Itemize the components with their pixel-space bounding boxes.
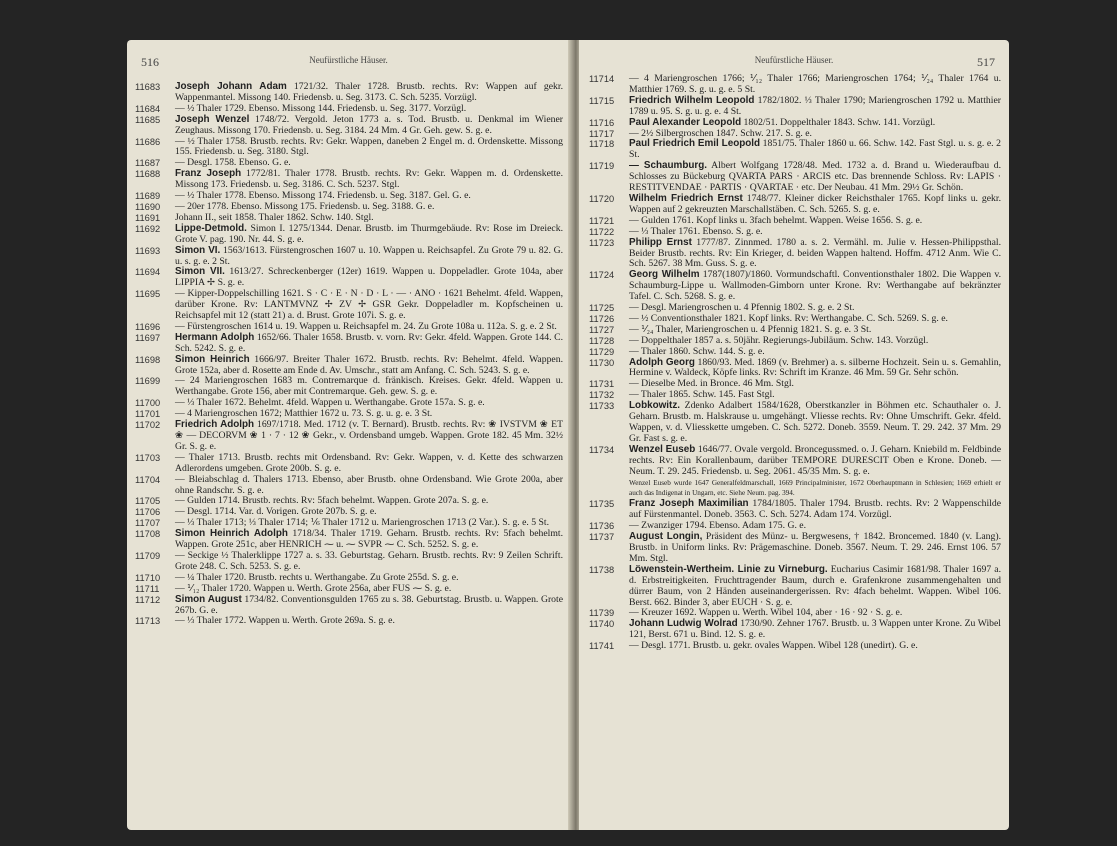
entry-description: 1851/75. Thaler 1860 u. 66. Schw. 142. Fast Stgl. u. s. g. e. 2 St.: [629, 138, 1001, 161]
catalog-entry: [589, 139, 1001, 161]
entry-number: 11732: [589, 390, 615, 401]
entry-number: 11720: [589, 193, 615, 204]
entry-name: Simon August: [175, 593, 242, 605]
entry-name: Johann Ludwig Wolrad: [629, 618, 738, 630]
entry-number: 11683: [135, 82, 161, 92]
entry-number: 11701: [135, 409, 161, 420]
entry-description: 1748/72. Vergold. Jeton 1773 a. s. Tod. Brustb. u. Denkmal im Wiener Zeughaus. Missong 170. Friedensb. u. Seg. 3184. 24 Mm. 4 Gr. Geh. gew. S. g. e.: [175, 113, 564, 136]
catalog-entry: [589, 96, 1001, 118]
entry-number: 11717: [589, 128, 615, 139]
entry-number: 11685: [135, 114, 161, 125]
entry-name: Wilhelm Friedrich Ernst: [629, 192, 743, 204]
entry-description: — 4 Mariengroschen 1766; ⅟₁₂ Thaler 1766; Mariengroschen 1764; ⅟₂₄ Thaler 1764 u. Matthier 1769. S. g. u. g. e. 5 St.: [629, 73, 1001, 95]
entry-description: 1697/1718. Med. 1712 (v. T. Bernard). Brustb. rechts. Rv: ❀ IVSTVM ❀ ET ❀ — DECORVM ❀ 1 · 7 · 12 ❀ Gekr., v. Ordensband umgeb. Wappen. Grote 182. 45 Mm. 32½ Gr. S. g. e.: [175, 419, 563, 452]
entry-name: Paul Alexander Leopold: [629, 116, 742, 128]
entry-number: 11731: [589, 379, 615, 390]
entry-description: 1563/1613. Fürstengroschen 1607 u. 10. Wappen u. Reichsapfel. Zu Grote 79 u. 82. G. u. s. g. e. 2 St.: [175, 244, 563, 267]
entry-number: 11734: [589, 444, 615, 455]
entry-number: 11736: [589, 521, 615, 532]
entry-description: — ⅟₁₂ Thaler 1720. Wappen u. Werth. Grote 256a, aber FUS ⁓ S. g. e.: [175, 582, 452, 594]
entry-number: 11693: [135, 245, 161, 256]
entry-description: — Dieselbe Med. in Bronce. 46 Mm. Stgl.: [629, 378, 794, 390]
entry-description: — Zwanziger 1794. Ebenso. Adam 175. G. e.: [629, 520, 807, 532]
entry-description: Präsident des Münz- u. Bergwesens, † 1842. Broncemed. 1840 (v. Lang). Brustb. in Uniform links. Rv: Prägemaschine. Doneb. 3567. Neum. T. 29. 246. Ernst 106. 57 Mm. Stgl.: [629, 531, 1002, 564]
entry-description: — Fürstengroschen 1614 u. 19. Wappen u. Reichsapfel m. 24. Zu Grote 108a u. 112a. S. g. e. 2 St.: [175, 320, 557, 332]
catalog-entry: [135, 246, 563, 268]
entry-number: 11728: [589, 335, 615, 346]
entry-name: Philipp Ernst: [629, 236, 692, 248]
entry-description: 1772/81. Thaler 1778. Brustb. rechts. Rv: Gekr. Wappen m. d. Ordenskette. Missong 173. Friedensb. u. Seg. 3186. C. Sch. 5237. Stgl.: [175, 168, 563, 191]
entry-description: 1802/51. Doppelthaler 1843. Schw. 141. Vorzügl.: [741, 116, 936, 128]
entry-name: Simon VI.: [175, 244, 221, 256]
catalog-entry: [135, 169, 563, 191]
entry-number: 11723: [589, 237, 615, 248]
entry-description: — 4 Mariengroschen 1672; Matthier 1672 u. 73. S. g. u. g. e. 3 St.: [175, 408, 433, 420]
entry-number: 11738: [589, 564, 615, 575]
catalog-entry: [135, 376, 563, 398]
entry-number: 11727: [589, 324, 615, 335]
catalog-entry: [589, 401, 1001, 445]
entry-name: Franz Joseph Maximilian: [629, 498, 749, 510]
entry-description: — Desgl. 1714. Var. d. Vorigen. Grote 207b. S. g. e.: [175, 506, 377, 518]
entry-description: 1646/77. Ovale vergold. Broncegussmed. o. J. Geharn. Kniebild m. Feldbinde rechts. Rv: Ein Korallenbaum, darüber TEMPORE DURESCIT Oben e Krone. Doneb. — Neum. T. 29. 245. Friedensb. u. Seg. 2061. 45/35 Mm. S. g. e.: [629, 443, 1001, 477]
entry-name: Franz Joseph: [175, 168, 242, 180]
entry-number: 11724: [589, 270, 615, 281]
entry-description: — ½ Conventionsthaler 1821. Kopf links. Rv: Werthangabe. C. Sch. 5269. S. g. e.: [629, 312, 948, 324]
entry-number: 11696: [135, 321, 161, 332]
entry-number: 11694: [135, 267, 161, 278]
entry-number: 11684: [135, 103, 161, 114]
right-entry-list: [589, 74, 1001, 652]
entry-number: 11692: [135, 223, 161, 234]
entry-description: 1777/87. Zinnmed. 1780 a. s. 2. Vermähl. m. Julie v. Hessen-Philippsthal. Beider Brustb. rechts. Rv: Ein Krieger, d. beiden Wappen haltend. Hoffm. 4712 Anm. Wie C. Sch. 5267. 38 Mm. Guss. S. g. e.: [629, 236, 1001, 270]
entry-number: 11740: [589, 619, 615, 630]
entry-number: 11726: [589, 313, 615, 324]
right-page: [579, 40, 1009, 830]
entry-description: 1721/32. Thaler 1728. Brustb. rechts. Rv: Wappen auf gekr. Wappenmantel. Missong 140. Friedensb. u. Seg. 3173. C. Sch. 5235. Vorzügl.: [175, 81, 563, 103]
entry-description: 1787(1807)/1860. Vormundschaftl. Conventionsthaler 1802. Die Wappen v. Schaumburg-Lippe u. Wallmoden-Gimborn unter Krone. Rv: Werthangabe auf bekränzter Tafel. C. Sch. 5268. S. g. e.: [629, 269, 1002, 303]
entry-description: 1860/93. Med. 1869 (v. Brehmer) a. s. silberne Hochzeit. Sein u. s. Gemahlin, Hermine v. Waldeck, Köpfe links. Rv: Schrift im Kranze. 46 Mm. 59 Gr. Sehr schön.: [629, 356, 1001, 379]
entry-number: 11708: [135, 529, 161, 540]
catalog-entry: [135, 529, 563, 551]
entry-description: — ⅓ Thaler 1761. Ebenso. S. g. e.: [629, 225, 763, 237]
entry-name: Joseph Johann Adam: [175, 81, 287, 92]
entry-description: — Desgl. 1771. Brustb. u. gekr. ovales Wappen. Wibel 128 (unedirt). G. e.: [629, 640, 918, 652]
catalog-entry: [135, 267, 563, 289]
entry-description: Simon I. 1275/1344. Denar. Brustb. im Thurmgebäude. Rv: Rose im Dreieck. Grote V. pag. 190. Nr. 44. S. g. e.: [175, 222, 563, 245]
entry-description: 1734/82. Conventionsgulden 1765 zu s. 38. Geburtstag. Brustb. u. Wappen. Grote 267b. G. e.: [175, 593, 564, 616]
entry-number: 11704: [135, 474, 161, 485]
entry-number: 11715: [589, 95, 615, 106]
entry-description: — 2½ Silbergroschen 1847. Schw. 217. S. g. e.: [629, 127, 812, 139]
entry-number: 11695: [135, 289, 161, 300]
entry-number: 11711: [135, 583, 160, 594]
entry-description: Albert Wolfgang 1728/48. Med. 1732 a. d. Brand u. Wiederaufbau d. Schlosses zu Bückeburg QVARTA PARS · ARCIS etc. Das brennende Schloss. Rv: LAPIS · RESTITVENDAE · PARTIS · QVARTAE · etc. Der Neubau. 41 Mm. 29½ Gr. Schön.: [629, 160, 1002, 194]
entry-name: Georg Wilhelm: [629, 269, 700, 281]
entry-name: Wenzel Euseb: [629, 443, 696, 455]
entry-number: 11714: [589, 74, 615, 84]
catalog-entry: [135, 137, 563, 159]
entry-description: — ⅓ Thaler 1772. Wappen u. Werth. Grote 269a. S. g. e.: [175, 615, 395, 627]
entry-number: 11737: [589, 532, 615, 543]
entry-number: 11722: [589, 226, 615, 237]
catalog-entry: [589, 619, 1001, 641]
entry-description: 1718/34. Thaler 1719. Geharn. Brustb. rechts. Rv: 5fach behelmt. Wappen. Grote 251c, aber HENRICH ⁓ u. ⁓ SVPR ⁓ C. Sch. 5252. S. g. e.: [175, 528, 563, 551]
catalog-entry: [135, 82, 563, 104]
catalog-entry: [135, 224, 563, 246]
entry-description: 1782/1802. ⅓ Thaler 1790; Mariengroschen 1792 u. Matthier 1789 u. 95. S. g. u. g. e. 4 St.: [629, 94, 1001, 117]
entry-number: 11706: [135, 507, 161, 518]
entry-description: 1613/27. Schreckenberger (12er) 1619. Wappen u. Doppeladler. Grote 104a, aber LIPPIA ✢ S. g. e.: [175, 266, 563, 289]
catalog-entry: [135, 551, 563, 573]
catalog-entry: [589, 445, 1001, 478]
entry-number: 11712: [135, 594, 161, 605]
entry-number: 11716: [589, 117, 615, 128]
entry-footnote: Wenzel Euseb wurde 1647 Generalfeldmarschall, 1669 Principalminister, 1672 Oberhauptmann in Schlesien; 1669 erhielt er auch das Indigenat in Ungarn, etc. Siehe Neum. pag. 394.: [629, 478, 1001, 498]
entry-name: Friedrich Wilhelm Leopold: [629, 94, 755, 106]
entry-name: Adolph Georg: [629, 356, 695, 368]
catalog-entry: [589, 74, 1001, 96]
entry-description: 1666/97. Breiter Thaler 1672. Brustb. rechts. Rv: Behelmt. 4feld. Wappen. Grote 152a, aber d. Rosette am Ende d. Av. Umschr., statt am Anfang. C. Sch. 5243. S. g. e.: [175, 353, 563, 376]
entry-name: Simon Heinrich: [175, 353, 250, 365]
entry-description: — Thaler 1865. Schw. 145. Fast Stgl.: [629, 389, 775, 401]
left-running-head: Neufürstliche Häuser.: [309, 55, 388, 65]
entry-number: 11698: [135, 354, 161, 365]
entry-number: 11699: [135, 376, 161, 387]
entry-number: 11697: [135, 332, 161, 343]
catalog-entry: [589, 532, 1001, 565]
catalog-entry: [135, 289, 563, 322]
entry-number: 11710: [135, 572, 161, 583]
entry-number: 11721: [589, 215, 615, 226]
entry-name: Joseph Wenzel: [175, 113, 250, 125]
entry-number: 11709: [135, 550, 161, 561]
entry-description: Zdenko Adalbert 1584/1628, Oberstkanzler in Böhmen etc. Schauthaler o. J. Geharn. Brustb. m. Halskrause u. umgehängt. Vliesse rechts. Rv: Ohne Umschrift. Gekr. 4feld. Wappen, v. d. Vliesskette umgeben. C. Sch. 5272. Doneb. 3559. Neum. T. 29. 242. 37 Mm. 29 Gr. Fast s. g. e.: [629, 400, 1001, 444]
entry-number: 11700: [135, 398, 161, 409]
entry-description: — Thaler 1860. Schw. 144. S. g. e.: [629, 345, 765, 357]
entry-description: — ½ Thaler 1758. Brustb. rechts. Rv: Gekr. Wappen, daneben 2 Engel m. d. Ordenskette. Missong 155. Friedensb. u. Seg. 3180. Stgl.: [175, 135, 563, 158]
entry-description: — ⅟₂₄ Thaler, Mariengroschen u. 4 Pfennig 1821. S. g. e. 3 St.: [629, 323, 872, 335]
entry-name: Friedrich Adolph: [175, 419, 255, 431]
entry-description: — Desgl. Mariengroschen u. 4 Pfennig 1802. S. g. e. 2 St.: [629, 302, 855, 314]
entry-number: 11741: [589, 641, 615, 652]
catalog-entry: [589, 565, 1001, 609]
entry-number: 11689: [135, 191, 161, 202]
entry-number: 11687: [135, 158, 161, 169]
entry-name: Löwenstein-Wertheim. Linie zu Virneburg.: [629, 563, 828, 575]
entry-number: 11718: [589, 139, 615, 150]
entry-description: — Desgl. 1758. Ebenso. G. e.: [175, 157, 291, 169]
entry-name: Simon VII.: [175, 266, 225, 278]
left-page-number: 516: [141, 55, 159, 69]
entry-description: — ⅓ Thaler 1672. Behelmt. 4feld. Wappen u. Werthangabe. Grote 157a. S. g. e.: [175, 397, 485, 409]
catalog-entry: [135, 420, 563, 453]
catalog-entry: [135, 453, 563, 475]
catalog-entry: [135, 616, 563, 627]
entry-description: — Gulden 1761. Kopf links u. 3fach behelmt. Wappen. Weise 1656. S. g. e.: [629, 214, 923, 226]
entry-number: 11713: [135, 616, 161, 627]
entry-name: Simon Heinrich Adolph: [175, 528, 288, 540]
entry-number: 11739: [589, 608, 615, 619]
entry-description: — 20er 1778. Ebenso. Missong 175. Friedensb. u. Seg. 3188. G. e.: [175, 200, 435, 212]
entry-name: Lobkowitz.: [629, 400, 681, 412]
catalog-entry: [589, 194, 1001, 216]
entry-description: — Thaler 1713. Brustb. rechts mit Ordensband. Rv: Gekr. Wappen, v. d. Kette des schwarzen Adlerordens umgeben. Grote 200b. S. g. e.: [175, 451, 563, 474]
entry-description: — ½ Thaler 1729. Ebenso. Missong 144. Friedensb. u. Seg. 3177. Vorzügl.: [175, 102, 467, 114]
entry-number: 11702: [135, 420, 161, 431]
left-page: [127, 40, 570, 830]
catalog-entry: [135, 595, 563, 617]
entry-number: 11733: [589, 401, 615, 412]
entry-description: — Kreuzer 1692. Wappen u. Werth. Wibel 104, aber · 16 · 92 · S. g. e.: [629, 607, 903, 619]
left-page-header: [127, 40, 570, 69]
entry-number: 11688: [135, 169, 161, 180]
catalog-entry: [135, 355, 563, 377]
catalog-entry: [589, 238, 1001, 271]
entry-description: 1730/90. Zehner 1767. Brustb. u. 3 Wappen unter Krone. Zu Wibel 121, Berst. 671 u. Bind. 12. S. g. e.: [629, 618, 1001, 641]
entry-description: 1748/77. Kleiner dicker Reichsthaler 1765. Kopf links u. gekr. Wappen auf 2 gekreuzten Marschallstäben. C. Sch. 5265. S. g. e.: [629, 192, 1001, 215]
entry-description: — Doppelthaler 1857 a. s. 50jähr. Regierungs-Jubiläum. Schw. 143. Vorzügl.: [629, 334, 929, 346]
entry-number: 11686: [135, 136, 161, 147]
catalog-entry: [589, 478, 1001, 500]
entry-description: — Seckige ½ Thalerklippe 1727 a. s. 33. Geburtstag. Geharn. Brustb. rechts. Rv: 9 Zeilen Schrift. Grote 248. C. Sch. 5253. S. g. e.: [175, 549, 563, 572]
entry-description: — ½ Thaler 1778. Ebenso. Missong 174. Friedensb. u. Seg. 3187. Gel. G. e.: [175, 190, 471, 202]
catalog-entry: [589, 641, 1001, 652]
entry-number: 11690: [135, 201, 161, 212]
entry-description: 1652/66. Thaler 1658. Brustb. v. vorn. Rv: Gekr. 4feld. Wappen. Grote 144. C. Sch. 5242. S. g. e.: [175, 331, 563, 354]
catalog-entry: [589, 499, 1001, 521]
catalog-entry: [589, 270, 1001, 303]
entry-description: — 24 Mariengroschen 1683 m. Contremarque d. fränkisch. Kreises. Gekr. 4feld. Wappen u. Werthangabe. Grote 156, aber mit Contremarque. Geh. gew. S. g. e.: [175, 375, 563, 398]
entry-number: 11705: [135, 496, 161, 507]
catalog-entry: [135, 475, 563, 497]
entry-description: — Bleiabschlag d. Thalers 1713. Ebenso, aber Brustb. ohne Ordensband. Wie Grote 200a, aber ohne Randschr. S. g. e.: [175, 473, 563, 496]
entry-description: — Gulden 1714. Brustb. rechts. Rv: 5fach behelmt. Wappen. Grote 207a. S. g. e.: [175, 495, 489, 507]
right-running-head: Neufürstliche Häuser.: [754, 55, 834, 65]
entry-number: 11735: [589, 499, 615, 510]
entry-name: Lippe-Detmold.: [175, 222, 247, 234]
catalog-entry: [589, 358, 1001, 380]
left-entry-list: [135, 82, 563, 627]
entry-name: Paul Friedrich Emil Leopold: [629, 138, 761, 150]
catalog-entry: [135, 115, 563, 137]
catalog-entry: [135, 333, 563, 355]
right-page-header: [579, 40, 1009, 69]
entry-number: 11730: [589, 357, 615, 368]
entry-description: 1784/1805. Thaler 1794. Brustb. rechts. Rv: 2 Wappenschilde auf Fürstenmantel. Doneb. 3563. C. Sch. 5274. Adam 174. Vorzügl.: [629, 498, 1001, 521]
entry-description: — ¼ Thaler 1720. Brustb. rechts u. Werthangabe. Zu Grote 255d. S. g. e.: [175, 571, 459, 583]
entry-number: 11729: [589, 346, 615, 357]
entry-name: — Schaumburg.: [629, 160, 708, 172]
entry-description: Johann II., seit 1858. Thaler 1862. Schw. 140. Stgl.: [175, 211, 374, 223]
entry-number: 11707: [135, 518, 161, 529]
entry-description: — ⅓ Thaler 1713; ⅓ Thaler 1714; ⅙ Thaler 1712 u. Mariengroschen 1713 (2 Var.). S. g. e. 5 St.: [175, 517, 550, 529]
entry-number: 11725: [589, 303, 615, 314]
entry-name: Hermann Adolph: [175, 331, 255, 343]
entry-number: 11703: [135, 452, 161, 463]
entry-description: Eucharius Casimir 1681/98. Thaler 1697 a. d. Erbstreitigkeiten. Fruchttragender Baum, durch e. Grafenkrone zusammengehalten und dürrer Baum, von 2 Händen auseinandergerissen. Rv: 4fach behelmt. Wappen. Wibel 106. Berst. 662. Binder 3, aber EUCH · S. g. e.: [629, 563, 1002, 608]
entry-description: — Kipper-Doppelschilling 1621. S · C · E · N · D · L · — · ANO · 1621 Behelmt. 4feld. Wappen, darüber Krone. Rv: LANTMVNZ ✢ ZV ✢ GSR Gekr. Doppeladler m. Kopfscheinen u. Reichsapfel mit 12 (statt 21) a. d. Brust. Grote 107i. S. g. e.: [175, 288, 563, 322]
entry-number: 11719: [589, 161, 615, 172]
catalog-entry: [589, 161, 1001, 194]
entry-number: 11691: [135, 212, 161, 223]
entry-name: August Longin,: [629, 531, 703, 543]
right-page-number: 517: [977, 55, 995, 69]
